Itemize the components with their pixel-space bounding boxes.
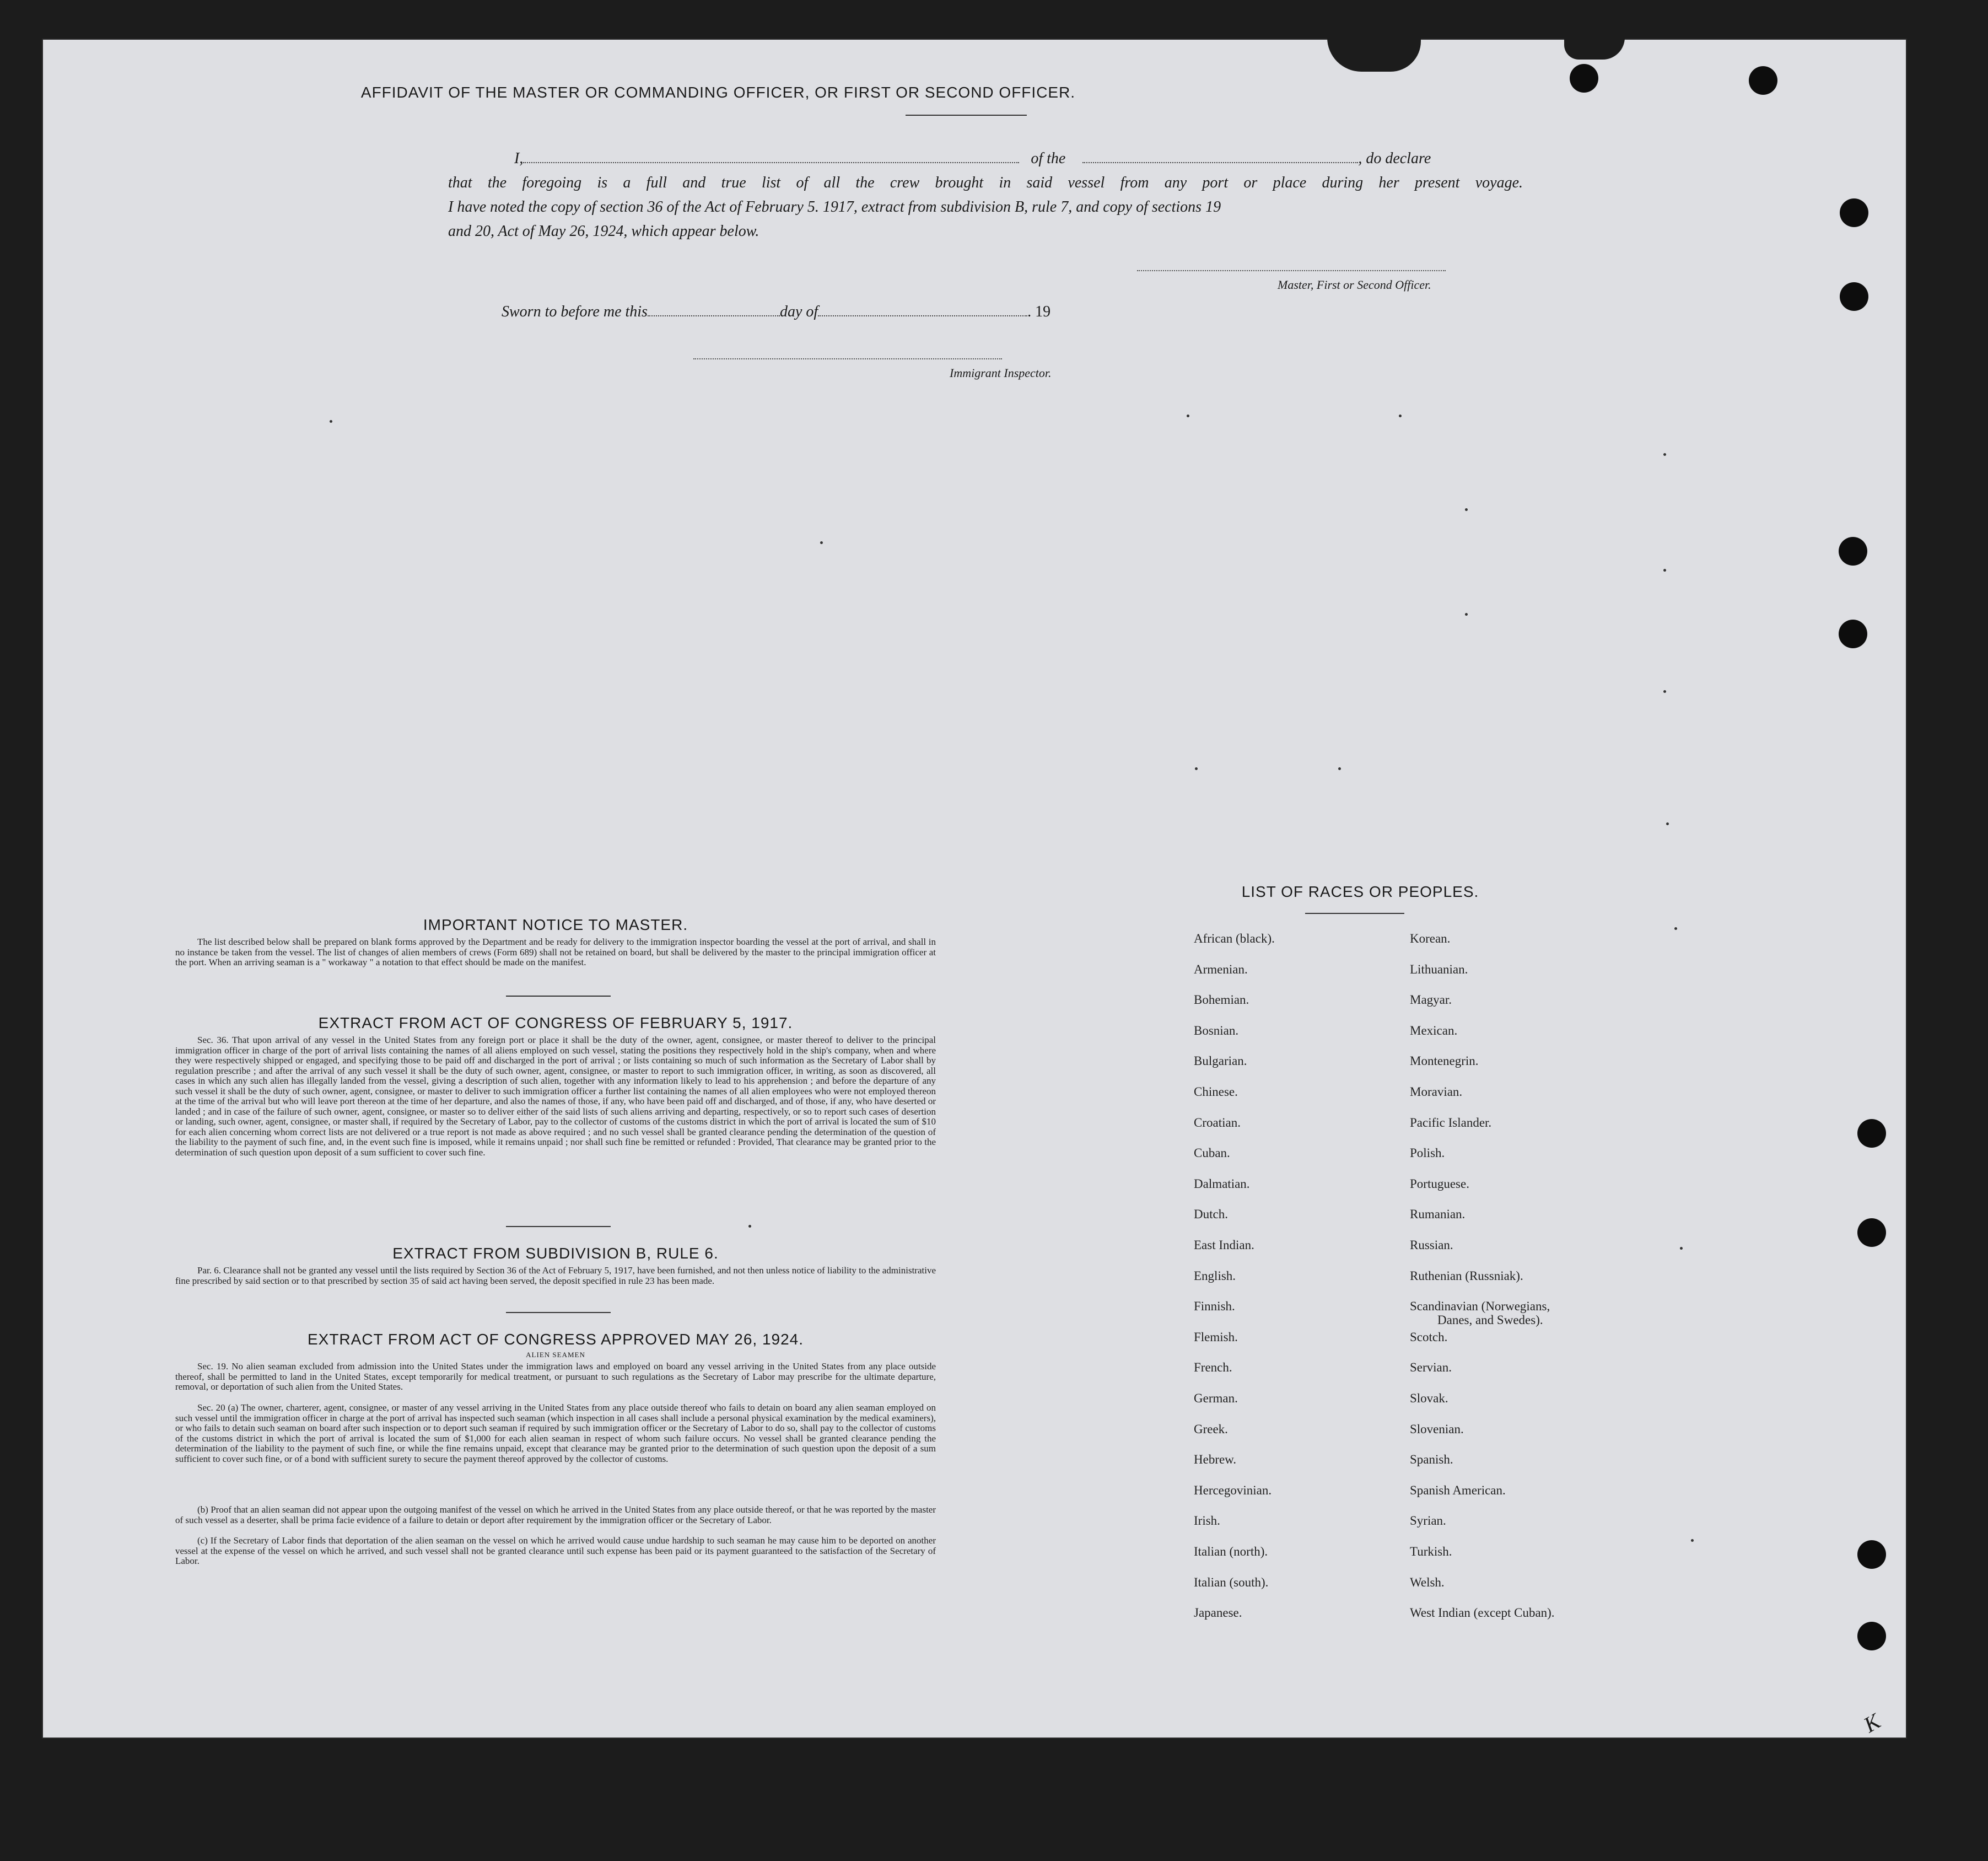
race-left-item-2: Bohemian. — [1194, 993, 1249, 1007]
race-left-item-5: Chinese. — [1194, 1085, 1238, 1099]
race-left-item-20: Italian (north). — [1194, 1545, 1268, 1558]
scan-speck — [1691, 1539, 1694, 1542]
race-left-item-17: Hebrew. — [1194, 1453, 1237, 1467]
punch-hole — [1857, 1218, 1886, 1247]
divider — [906, 115, 1027, 116]
scan-speck — [1338, 767, 1341, 770]
extract-1924-title: EXTRACT FROM ACT OF CONGRESS APPROVED MAY 26, 1924. — [307, 1331, 804, 1348]
scan-speck — [1663, 569, 1666, 572]
torn-edge — [1564, 37, 1625, 60]
race-right-item-22: West Indian (except Cuban). — [1410, 1606, 1555, 1620]
year-label: . 19 — [1027, 303, 1051, 320]
declare-label: , do declare — [1358, 150, 1431, 167]
torn-edge — [1327, 37, 1421, 72]
affidavit-line-2: that the foregoing is a full and true list of all the crew brought in said vessel from any port or place during her present voyage. — [448, 174, 1523, 191]
scan-speck — [1187, 415, 1189, 417]
extract-1924-sec19: Sec. 19. No alien seaman excluded from admission into the United States under the immigration laws and employed on board any vessel arriving in the United States from any place outside thereof, shall be permitted to land in the United States, except temporarily for medical treatment, or pursuant to such regulations as the Secretary of Labor may prescribe for the ultimate departure, removal, or deportation of such alien from the United States. — [175, 1361, 936, 1392]
race-right-item-0: Korean. — [1410, 932, 1451, 945]
day-of-label: day of — [779, 303, 818, 320]
race-right-item-5: Moravian. — [1410, 1085, 1463, 1099]
extract-rule6-body: Par. 6. Clearance shall not be granted any vessel until the lists required by Section 36 of the Act of February 5, 1917, have been furnished, and not then unless notice of liability to the administrative fine prescribed by said section or to that prescribed by section 35 of said act having been served, the deposit specified in rule 23 has been made. — [175, 1265, 936, 1286]
race-left-item-14: French. — [1194, 1360, 1232, 1375]
affidavit-line-3: I have noted the copy of section 36 of the Act of February 5. 1917, extract from subdivision B, rule 7, and copy of sections 19 — [448, 198, 1221, 216]
inspector-signature-line[interactable] — [693, 358, 1002, 359]
race-right-item-9: Rumanian. — [1410, 1207, 1466, 1222]
race-left-item-7: Cuban. — [1194, 1146, 1230, 1160]
scan-speck — [1195, 767, 1198, 770]
punch-hole — [1857, 1119, 1886, 1148]
extract-1924-sec20b: (b) Proof that an alien seaman did not appear upon the outgoing manifest of the vessel on which he arrived in the United States from any place outside thereof, or that he was reported by the master of such vessel as a deserter, shall be prima facie evidence of a failure to detain or deport after requirement by the immigration officer or the Secretary of Labor. — [175, 1504, 936, 1525]
sworn-day-field[interactable] — [648, 315, 780, 316]
scan-speck — [1674, 927, 1677, 930]
race-left-item-13: Flemish. — [1194, 1330, 1238, 1344]
race-left-item-18: Hercegovinian. — [1194, 1483, 1272, 1497]
race-left-item-15: German. — [1194, 1391, 1238, 1405]
extract-1917-title: EXTRACT FROM ACT OF CONGRESS OF FEBRUARY 5, 1917. — [318, 1014, 793, 1031]
race-left-item-19: Irish. — [1194, 1514, 1220, 1528]
scan-speck — [1663, 690, 1666, 693]
scan-speck — [1680, 1247, 1683, 1250]
punch-hole — [1749, 66, 1777, 95]
race-left-item-4: Bulgarian. — [1194, 1054, 1247, 1068]
punch-hole — [1839, 537, 1867, 566]
race-right-item-18: Spanish American. — [1410, 1483, 1506, 1497]
race-right-item-2: Magyar. — [1410, 993, 1452, 1007]
race-right-item-21: Welsh. — [1410, 1575, 1445, 1589]
sworn-line — [502, 303, 1050, 321]
punch-hole — [1840, 198, 1868, 227]
race-right-item-14: Servian. — [1410, 1360, 1452, 1375]
affidavit-line-4: and 20, Act of May 26, 1924, which appear below. — [448, 223, 759, 240]
race-left-item-16: Greek. — [1194, 1422, 1228, 1436]
scan-speck — [1666, 822, 1669, 825]
race-left-item-8: Dalmatian. — [1194, 1176, 1250, 1191]
race-right-item-20: Turkish. — [1410, 1545, 1452, 1558]
punch-hole — [1570, 64, 1598, 93]
affidavit-title: AFFIDAVIT OF THE MASTER OR COMMANDING OFFICER, OR FIRST OR SECOND OFFICER. — [360, 84, 1076, 101]
scan-speck — [1663, 453, 1666, 456]
race-left-item-9: Dutch. — [1194, 1207, 1228, 1222]
master-signature-caption: Master, First or Second Officer. — [1278, 278, 1431, 292]
document-page — [43, 40, 1906, 1738]
punch-hole — [1857, 1622, 1886, 1650]
scan-speck — [1465, 613, 1468, 616]
scan-speck — [1399, 415, 1402, 417]
divider — [506, 1226, 611, 1227]
race-left-item-10: East Indian. — [1194, 1238, 1254, 1252]
race-right-item-16: Slovenian. — [1410, 1422, 1464, 1436]
race-right-item-17: Spanish. — [1410, 1453, 1453, 1467]
notice-title: IMPORTANT NOTICE TO MASTER. — [423, 916, 688, 933]
race-right-item-15: Slovak. — [1410, 1391, 1448, 1405]
race-left-item-21: Italian (south). — [1194, 1575, 1269, 1589]
punch-hole — [1857, 1540, 1886, 1569]
extract-1924-sec20a: Sec. 20 (a) The owner, charterer, agent, consignee, or master of any vessel arriving in the United States from any place outside thereof who fails to detain on board any alien seaman employed on such vessel until the immigration officer in charge at the port of arrival has inspected such seaman (which inspection in all cases shall include a personal physical examination by the medical examiners), or who fails to detain such seaman on board after such inspection or to deport such seaman if required by such immigration officer or the Secretary of Labor to do so, shall pay to the collector of customs of the customs district in which the port of arrival is located the sum of $1,000 for each alien seaman in respect of whom such failure occurs. No vessel shall be granted clearance pending the determination of the liability to the payment of such fine, or while the fine remains unpaid, except that clearance may be granted prior to the determination of such question upon the deposit of a sum sufficient to cover such fine, or of a bond with sufficient surety to secure the payment thereof approved by the collector of customs. — [175, 1402, 936, 1464]
scan-speck — [330, 420, 332, 423]
scan-speck — [748, 1225, 751, 1228]
divider — [506, 1312, 611, 1313]
race-right-item-12: Scandinavian (Norwegians, — [1410, 1299, 1550, 1314]
divider — [1305, 913, 1404, 914]
extract-1924-sec20c: (c) If the Secretary of Labor finds that deportation of the alien seaman on the vessel on which he arrived would cause undue hardship to such seaman he may cause him to be deported on another vessel at the expense of the vessel on which he arrived, and such vessel shall not be granted clearance until such expense has been paid or its payment guaranteed to the satisfaction of the Secretary of Labor. — [175, 1535, 936, 1566]
punch-hole — [1839, 620, 1867, 648]
declarant-name-field[interactable] — [523, 162, 1019, 163]
race-right-item-10: Russian. — [1410, 1238, 1453, 1252]
race-right-item-13: Scotch. — [1410, 1330, 1448, 1344]
affidavit-line-1 — [514, 150, 1523, 168]
race-right-item-4: Montenegrin. — [1410, 1054, 1479, 1068]
race-continuation: Danes, and Swedes). — [1437, 1313, 1543, 1327]
races-title: LIST OF RACES OR PEOPLES. — [1241, 883, 1479, 900]
race-right-item-7: Polish. — [1410, 1146, 1445, 1160]
notice-body: The list described below shall be prepared on blank forms approved by the Department and be ready for delivery to the immigration inspector boarding the vessel at the port of arrival, and shall in no instance be taken from the vessel. The list of changes of alien members of crews (Form 689) shall not be retained on board, but shall be delivered by the master to the principal immigration officer at the port. When an arriving seaman is a " workaway " a notation to that effect should be made on the manifest. — [175, 937, 936, 967]
extract-rule6-title: EXTRACT FROM SUBDIVISION B, RULE 6. — [392, 1245, 719, 1262]
sworn-month-field[interactable] — [818, 315, 1027, 316]
margin-mark: K — [1859, 1708, 1885, 1738]
declarant-prefix: I, — [514, 150, 524, 167]
race-left-item-6: Croatian. — [1194, 1115, 1241, 1129]
alien-seamen-subtitle: ALIEN SEAMEN — [526, 1351, 585, 1359]
extract-1917-body: Sec. 36. That upon arrival of any vessel in the United States from any foreign port or place it shall be the duty of the owner, agent, consignee, or master thereof to deliver to the principal immigration officer in charge of the port of arrival lists containing the names of all aliens employed on such vessel, stating the positions they respectively hold in the ship's company, when and where they were respectively shipped or engaged, and specifying those to be paid off and discharged in the port of arrival ; or lists containing so much of such information as the Secretary of Labor shall by regulation prescribe ; and after the arrival of any such vessel it shall be the duty of such owner, agent, consignee, or master to report to such immigration officer, in writing, as soon as discovered, all cases in which any such alien has illegally landed from the vessel, giving a description of such alien, together with any information likely to lead to his apprehension ; and before the departure of any such vessel it shall be the duty of such owner, agent, consignee, or master to deliver to such immigration officer a further list containing the names of all alien employees who were not employed thereon at the time of the arrival but who will leave port thereon at the time of her departure, and also the names of those, if any, who have been paid off and discharged, and of those, if any, who have deserted or landed ; and in case of the failure of such owner, agent, consignee, or master so to deliver either of the said lists of such aliens arriving and departing, respectively, or so to report such cases of desertion or landing, such owner, agent, consignee, or master shall, if required by the Secretary of Labor, pay to the collector of customs of the customs district in which the port of arrival is located the sum of $10 for each alien concerning whom correct lists are not delivered or a true report is not made as above required ; and no such vessel shall be granted clearance pending the determination of the question of the liability to the payment of such fine, and, in the event such fine is imposed, while it remains unpaid ; nor shall such fine be remitted or refunded : Provided, That clearance may be granted prior to the determination of such question upon deposit of a sum sufficient to cover such fine. — [175, 1035, 936, 1158]
sworn-prefix: Sworn to before me this — [502, 303, 648, 320]
master-signature-line[interactable] — [1137, 270, 1446, 271]
race-right-item-11: Ruthenian (Russniak). — [1410, 1268, 1523, 1283]
inspector-signature-caption: Immigrant Inspector. — [950, 366, 1052, 380]
race-left-item-22: Japanese. — [1194, 1606, 1242, 1620]
divider — [506, 996, 611, 997]
race-left-item-1: Armenian. — [1194, 962, 1248, 976]
race-left-item-12: Finnish. — [1194, 1299, 1235, 1314]
race-left-item-0: African (black). — [1194, 932, 1275, 945]
race-left-item-3: Bosnian. — [1194, 1023, 1239, 1037]
race-right-item-1: Lithuanian. — [1410, 962, 1468, 976]
race-right-item-19: Syrian. — [1410, 1514, 1446, 1528]
of-the-label: of the — [1031, 150, 1066, 167]
race-right-item-6: Pacific Islander. — [1410, 1115, 1492, 1129]
race-left-item-11: English. — [1194, 1268, 1236, 1283]
race-right-item-8: Portuguese. — [1410, 1176, 1469, 1191]
scan-speck — [1465, 508, 1468, 511]
punch-hole — [1840, 282, 1868, 311]
race-right-item-3: Mexican. — [1410, 1023, 1458, 1037]
vessel-name-field[interactable] — [1082, 162, 1358, 163]
scan-speck — [820, 541, 823, 544]
